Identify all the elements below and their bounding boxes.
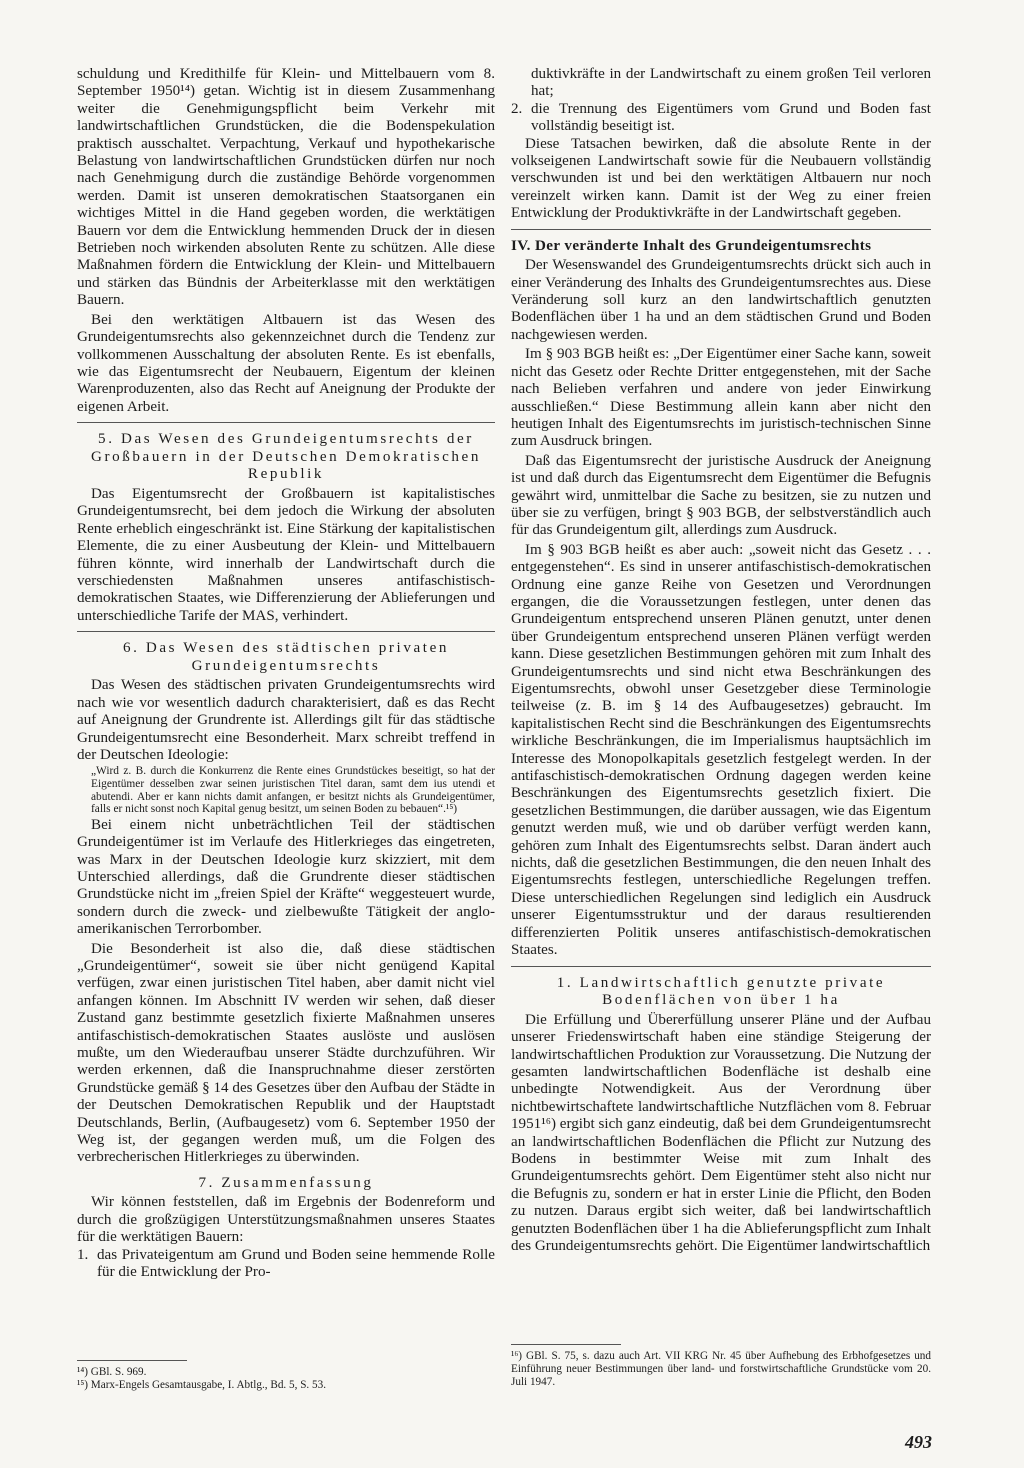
paragraph: Das Wesen des städtischen privaten Grundeigentumsrechts wird nach wie vor wesentlich dadurch charakterisiert, daß es das Recht auf Aneignung der Grundrente ist. Allerdings gilt für das städtische Grundeigentumsrecht eine Besonderheit. Marx schreibt treffend in der Deutschen Ideologie:: [77, 677, 495, 763]
left-footnotes: [77, 1366, 495, 1392]
section-heading-1: 1. Landwirtschaftlich genutzte private Bodenflächen von über 1 ha: [556, 974, 886, 1009]
list-number: 1.: [77, 1246, 89, 1263]
section-divider: [511, 966, 931, 967]
list-number: 2.: [511, 100, 523, 117]
paragraph: Die Erfüllung und Übererfüllung unserer Pläne und der Aufbau unserer Friedenswirtschaft haben eine ständige Steigerung der landwirtschaftlichen Produktion zur Voraussetzung. Die Nutzung der gesamten landwirtschaftlichen Bodenfläche ist deshalb eine unbedingte Notwendigkeit. Aus der Verordnung über nichtbewirtschaftete landwirtschaftliche Nutzflächen vom 8. Februar 1951¹⁶) ergibt sich ganz eindeutig, daß bei dem Grundeigentumsrecht an landwirtschaftlichen Bodenflächen die Pflicht zur Nutzung des Bodens in bestimmter Weise mit zum Inhalt des Grundeigentumsrechts gehört. Dem Eigentümer steht also nicht nur die Befugnis zu, sondern er hat in erster Linie die Pflicht, den Boden zu nutzen. Daraus ergibt sich weiter, daß bei landwirtschaftlich genutzten Bodenflächen über 1 ha die Ablieferungspflicht zum Inhalt des Grundeigentumsrechts gehört. Die Eigentümer landwirtschaftlich: [511, 1011, 931, 1254]
block-quote: „Wird z. B. durch die Konkurrenz die Rente eines Grundstückes beseitigt, so hat der Eigentümer desselben zwar seinen juristischen Titel daran, samt dem ius utendi et abutendi. Aber er kann nichts damit anfangen, er besitzt nichts als Grundeigentümer, falls er nicht sonst noch Kapital genug besitzt, um seinen Boden zu bebauen“.¹⁵): [91, 765, 495, 816]
paragraph: Der Wesenswandel des Grundeigentumsrechts drückt sich auch in einer Veränderung des Inhalts des Grundeigentumsrechtes aus. Diese Veränderung soll kurz an den landwirtschaftlich genutzten Bodenflächen über 1 ha und an dem städtischen Grund und Boden nachgewiesen werden.: [511, 257, 931, 343]
paragraph: Diese Tatsachen bewirken, daß die absolute Rente in der volkseigenen Landwirtschaft sowie für die Neubauern vollständig verschwunden ist und bei den werktätigen Altbauern nur noch vereinzelt wirken kann. Damit ist der Weg zu einer freien Entwicklung der Produktivkräfte in der Landwirtschaft gegeben.: [511, 135, 931, 222]
list-item: [77, 1247, 495, 1282]
chapter-heading-IV: IV. Der veränderte Inhalt des Grundeigentumsrechts: [511, 237, 872, 254]
paragraph: Bei den werktätigen Altbauern ist das Wesen des Grundeigentumsrechts also gekennzeichnet durch die Tendenz zur vollkommenen Ausschaltung der absoluten Rente. Es ist ebenfalls, wie das Eigentumsrecht der Neubauern, Eigentum der kleinen Warenproduzenten, also das Recht auf Aneignung der Produkte der eigenen Arbeit.: [77, 311, 495, 415]
right-footnotes: [511, 1350, 931, 1389]
paragraph: Im § 903 BGB heißt es aber auch: „soweit nicht das Gesetz . . . entgegenstehen“. Es sind in unserer antifaschistisch-demokratischen Ordnung eine ganze Reihe von Gesetzen und Verordnungen ergangen, die die Voraussetzungen festlegen, unter denen das Grundeigentum entsprechend unseren Plänen genutzt, unter denen über Grundeigentum entsprechend unseren Plänen verfügt werden kann. Diese gesetzlichen Bestimmungen gehören mit zum Inhalt des Grundeigentumsrechts und sind nicht etwa Beschränkungen des Eigentumsrechts, obwohl unser Gesetzgeber diese Terminologie teilweise (z. B. im § 14 des Aufbaugesetzes) gebraucht. Im kapitalistischen Recht sind die Beschränkungen des Eigentumsrechts wirkliche Beschränkungen, die im Imperialismus hauptsächlich im Interesse des Monopolkapitals gesetzlich festgelegt werden. In der antifaschistisch-demokratischen Ordnung dagegen werden keine Beschränkungen des Eigentumsrechts gesetzlich fixiert. Die gesetzlichen Bestimmungen, die darüber aussagen, wie das Eigentum genutzt werden muß, wie und ob darüber verfügt werden kann, gehören zum Inhalt des Eigentumsrechts selbst. Daran ändert auch nichts, daß die gesetzlichen Bestimmungen, die den neuen Inhalt des Eigentumsrechts festlegen, unterschiedliche Regelungen treffen. Diese unterschiedlichen Regelungen sind lediglich ein Ausdruck unserer Eigentumsstruktur und der daraus resultierenden differenzierten Politik unseres antifaschistisch-demokratischen Staates.: [511, 541, 931, 959]
paragraph: Wir können feststellen, daß im Ergebnis der Bodenreform und durch die großzügigen Unterstützungsmaßnahmen unseres Staates für die werktätigen Bauern:: [77, 1194, 495, 1246]
footnote-15: ¹⁵) Marx-Engels Gesamtausgabe, I. Abtlg., Bd. 5, S. 53.: [77, 1379, 326, 1391]
paragraph: Bei einem nicht unbeträchtlichen Teil der städtischen Grundeigentümer ist im Verlaufe des Hitlerkrieges das eingetreten, was Marx in der Deutschen Ideologie kurz skizziert, mit dem Unterschied allerdings, daß die Grundrente dieser städtischen Grundstücke nicht im „freien Spiel der Kräfte“ weggesteuert wurde, sondern durch die zweck- und zielbewußte Tätigkeit der anglo-amerikanischen Terrorbomber.: [77, 816, 495, 938]
list-item: [511, 101, 931, 136]
section-heading-5: 5. Das Wesen des Grundeigentumsrechts der Großbauern in der Deutschen Demokratischen Republik: [90, 431, 481, 483]
right-column: [511, 66, 931, 1255]
footnote-14: ¹⁴) GBl. S. 969.: [77, 1366, 147, 1378]
paragraph: schuldung und Kredithilfe für Klein- und Mittelbauern vom 8. September 1950¹⁴) getan. Wichtig ist in diesem Zusammenhang weiter die Genehmigungspflicht beim Verkehr mit landwirtschaftlichen Grundstücken, die die Bodenspekulation praktisch ausschaltet. Verpachtung, Verkauf und hypothekarische Belastung von landwirtschaftlichen Grundstücken dürfen nur noch nach Genehmigung durch die zuständige Behörde vorgenommen werden. Damit ist unseren demokratischen Staatsorganen ein wichtiges Mittel in die Hand gegeben worden, die werktätigen Bauern vor dem die Entwicklung hemmenden Druck der in diesen Betrieben noch wirkenden absoluten Rente zu schützen. Alle diese Maßnahmen fördern die Entwicklung der Klein- und Mittelbauern und stärken das Bündnis der Arbeiterklasse mit den werktätigen Bauern.: [77, 66, 495, 309]
list-text: das Privateigentum am Grund und Boden seine hemmende Rolle für die Entwicklung der Pro-: [97, 1246, 495, 1281]
paragraph: Die Besonderheit ist also die, daß diese städtischen „Grundeigentümer“, soweit sie über nicht genügend Kapital verfügen, zwar einen juristischen Titel haben, aber damit nicht viel anfangen können. Im Abschnitt IV werden wir sehen, daß dieser Zustand ganz bestimmte gesetzlich fixierte Maßnahmen unseres antifaschistisch-demokratischen Staates auslöste und auslösen mußte, um den Wiederaufbau unserer Städte durchzuführen. Wir werden erkennen, daß die Inanspruchnahme dieser zerstörten Grundstücke gemäß § 14 des Gesetzes über den Aufbau der Städte in der Deutschen Demokratischen Republik und der Hauptstadt Deutschlands, Berlin, (Aufbaugesetz) vom 6. September 1950 der Weg ist, der gegangen werden muß, um die Folgen des verbrecherischen Hitlerkrieges zu überwinden.: [77, 940, 495, 1166]
footnote-divider: [511, 1344, 621, 1345]
section-divider: [511, 229, 931, 230]
section-heading-7: 7. Zusammenfassung: [198, 1174, 374, 1191]
list-text: die Trennung des Eigentümers vom Grund und Boden fast vollständig beseitigt ist.: [531, 100, 931, 135]
list-text: duktivkräfte in der Landwirtschaft zu einem großen Teil verloren hat;: [531, 66, 931, 100]
section-divider: [77, 422, 495, 423]
footnote-divider: [77, 1360, 187, 1361]
paragraph: Das Eigentumsrecht der Großbauern ist kapitalistisches Grundeigentumsrecht, bei dem jedoch die Wirkung der absoluten Rente erheblich eingeschränkt ist. Eine Stärkung der kapitalistischen Elemente, die zu einer Ausbeutung der Klein- und Mittelbauern führen könnte, wird innerhalb der Landwirtschaft durch die verschiedensten Maßnahmen unseres antifaschistisch-demokratischen Staates, wie Differenzierung der Ablieferungen und unterschiedliche Tarife der MAS, verhindert.: [77, 485, 495, 624]
paragraph: Im § 903 BGB heißt es: „Der Eigentümer einer Sache kann, soweit nicht das Gesetz oder Rechte Dritter entgegenstehen, mit der Sache nach Belieben verfahren und andere von jeder Einwirkung ausschließen.“ Diese Bestimmung allein kann aber nicht den heutigen Inhalt des Eigentumsrechts im juristisch-technischen Sinne zum Ausdruck bringen.: [511, 346, 931, 450]
list-item-continued: [511, 66, 931, 101]
footnote-16: ¹⁶) GBl. S. 75, s. dazu auch Art. VII KRG Nr. 45 über Aufhebung des Erbhofgesetzes und Einführung neuer Bestimmungen über land- und forstwirtschaftliche Grundstücke vom 20. Juli 1947.: [511, 1350, 931, 1388]
paragraph: Daß das Eigentumsrecht der juristische Ausdruck der Aneignung ist und daß durch das Eigentumsrecht dem Eigentümer die Befugnis gewährt wird, unmittelbar die Sache zu besitzen, sie zu nutzen und über sie zu verfügen, bringt § 903 BGB, der selbstverständlich auch für das Grundeigentum gilt, allerdings zum Ausdruck.: [511, 452, 931, 539]
left-column: [77, 66, 495, 1282]
page-number: 493: [905, 1432, 932, 1452]
section-divider: [77, 631, 495, 632]
section-heading-6: 6. Das Wesen des städtischen privaten Grundeigentumsrechts: [122, 640, 450, 674]
